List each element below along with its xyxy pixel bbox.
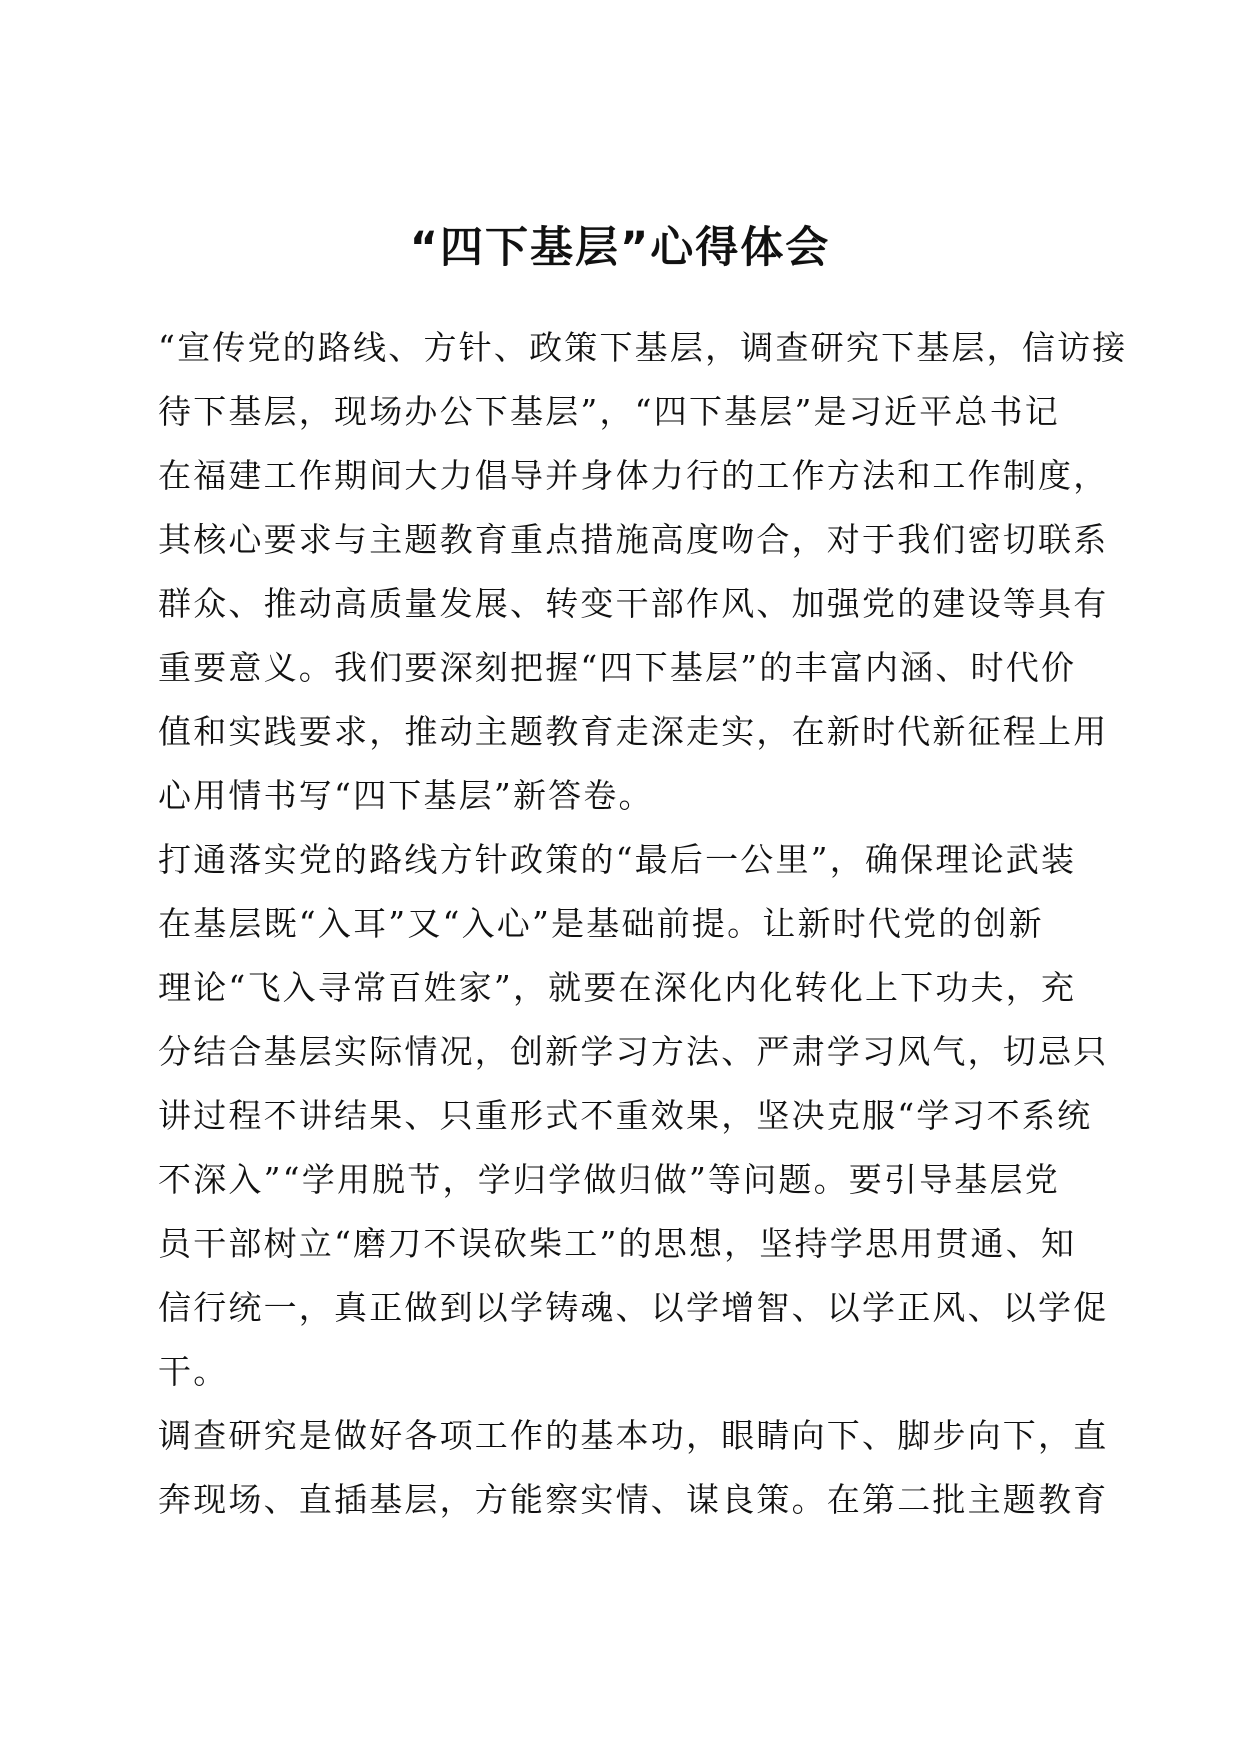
text-line: 员干部树立“磨刀不误砍柴工”的思想，坚持学思用贯通、知 (158, 1224, 1077, 1263)
text-line: 理论“飞入寻常百姓家”，就要在深化内化转化上下功夫，充 (158, 968, 1077, 1007)
text-line: 调查研究是做好各项工作的基本功，眼睛向下、脚步向下，直 (158, 1416, 1109, 1455)
paragraph-2 (158, 828, 1109, 1404)
text-line: 值和实践要求，推动主题教育走深走实，在新时代新征程上用 (158, 712, 1109, 751)
text-line: 奔现场、直插基层，方能察实情、谋良策。在第二批主题教育 (158, 1480, 1109, 1519)
text-line: 心用情书写“四下基层”新答卷。 (158, 776, 654, 815)
text-line: “宣传党的路线、方针、政策下基层，调查研究下基层，信访接 (158, 328, 1128, 367)
text-line: 不深入”“学用脱节，学归学做归做”等问题。要引导基层党 (158, 1160, 1061, 1199)
document-body (158, 316, 1128, 1532)
document-title: “四下基层”心得体会 (409, 223, 831, 273)
text-line: 在基层既“入耳”又“入心”是基础前提。让新时代党的创新 (158, 904, 1044, 943)
text-line: 信行统一，真正做到以学铸魂、以学增智、以学正风、以学促 (158, 1288, 1109, 1327)
paragraph-3 (158, 1404, 1109, 1532)
text-line: 打通落实党的路线方针政策的“最后一公里”，确保理论武装 (158, 840, 1077, 879)
text-line: 干。 (158, 1352, 229, 1391)
paragraph-1 (158, 316, 1128, 828)
text-line: 待下基层，现场办公下基层”，“四下基层”是习近平总书记 (158, 392, 1061, 431)
text-line: 其核心要求与主题教育重点措施高度吻合，对于我们密切联系 (158, 520, 1109, 559)
text-line: 群众、推动高质量发展、转变干部作风、加强党的建设等具有 (158, 584, 1109, 623)
text-line: 重要意义。我们要深刻把握“四下基层”的丰富内涵、时代价 (158, 648, 1077, 687)
text-line: 讲过程不讲结果、只重形式不重效果，坚决克服“学习不系统 (158, 1096, 1093, 1135)
text-line: 在福建工作期间大力倡导并身体力行的工作方法和工作制度， (158, 456, 1109, 495)
text-line: 分结合基层实际情况，创新学习方法、严肃学习风气，切忌只 (158, 1032, 1109, 1071)
